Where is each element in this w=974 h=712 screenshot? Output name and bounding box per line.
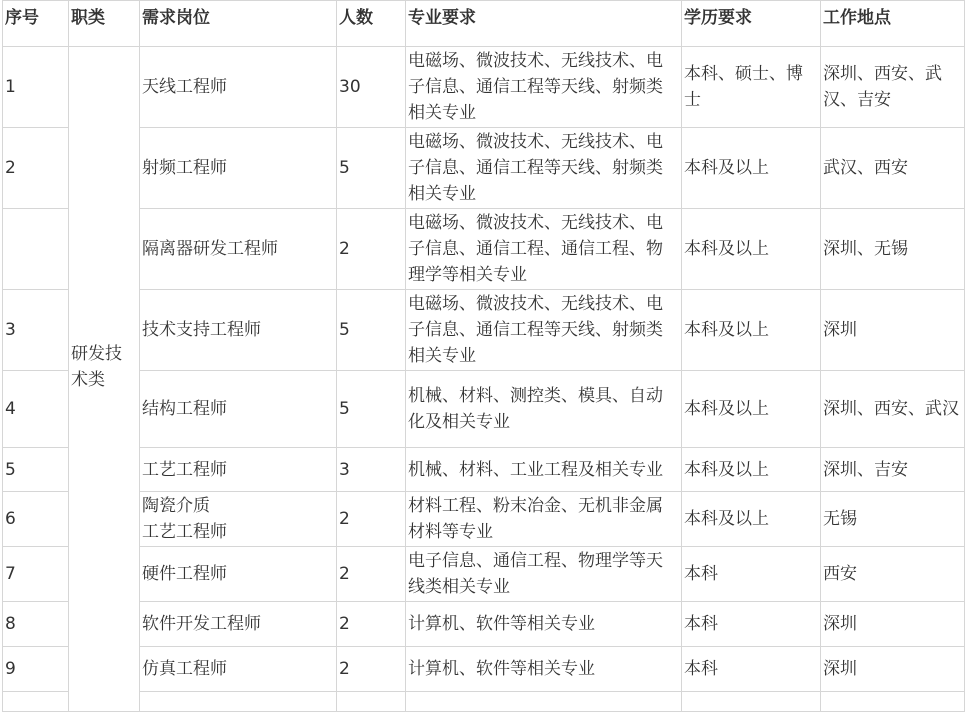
row-degree: 本科及以上 — [682, 448, 821, 492]
row-count: 2 — [337, 492, 406, 547]
row-degree: 本科 — [682, 547, 821, 602]
header-category: 职类 — [69, 1, 140, 47]
row-position: 软件开发工程师 — [140, 602, 337, 647]
row-location: 西安 — [821, 547, 965, 602]
row-major: 材料工程、粉末冶金、无机非金属材料等专业 — [406, 492, 682, 547]
row-position: 结构工程师 — [140, 371, 337, 448]
table-row — [3, 492, 965, 547]
row-degree: 本科及以上 — [682, 290, 821, 371]
header-no: 序号 — [3, 1, 69, 47]
row-position: 工艺工程师 — [140, 448, 337, 492]
row-major: 电子信息、通信工程、物理学等天线类相关专业 — [406, 547, 682, 602]
row-degree: 本科 — [682, 647, 821, 692]
row-no: 2 — [3, 128, 69, 209]
row-position: 硬件工程师 — [140, 547, 337, 602]
row-location: 深圳、西安、武汉、吉安 — [821, 47, 965, 128]
row-major: 计算机、软件等相关专业 — [406, 602, 682, 647]
table-row — [3, 448, 965, 492]
row-degree: 本科、硕士、博士 — [682, 47, 821, 128]
row-position: 射频工程师 — [140, 128, 337, 209]
row-major: 电磁场、微波技术、无线技术、电子信息、通信工程等天线、射频类相关专业 — [406, 47, 682, 128]
table-row — [3, 128, 965, 209]
row-no: 4 — [3, 371, 69, 448]
row-location: 深圳 — [821, 647, 965, 692]
row-major: 电磁场、微波技术、无线技术、电子信息、通信工程、通信工程、物理学等相关专业 — [406, 209, 682, 290]
row-location: 深圳、吉安 — [821, 448, 965, 492]
row-location: 深圳、无锡 — [821, 209, 965, 290]
table-row — [3, 547, 965, 602]
header-count: 人数 — [337, 1, 406, 47]
row-position: 技术支持工程师 — [140, 290, 337, 371]
recruitment-table — [2, 0, 965, 712]
row-major: 电磁场、微波技术、无线技术、电子信息、通信工程等天线、射频类相关专业 — [406, 128, 682, 209]
row-location: 武汉、西安 — [821, 128, 965, 209]
row-location: 深圳 — [821, 602, 965, 647]
row-degree: 本科 — [682, 602, 821, 647]
row-count: 2 — [337, 209, 406, 290]
row-count: 2 — [337, 547, 406, 602]
row-position: 天线工程师 — [140, 47, 337, 128]
header-position: 需求岗位 — [140, 1, 337, 47]
row-count: 5 — [337, 371, 406, 448]
row-count: 5 — [337, 128, 406, 209]
row-major: 电磁场、微波技术、无线技术、电子信息、通信工程等天线、射频类相关专业 — [406, 290, 682, 371]
row-major: 机械、材料、工业工程及相关专业 — [406, 448, 682, 492]
row-degree: 本科及以上 — [682, 209, 821, 290]
header-row — [3, 1, 965, 47]
table-row — [3, 647, 965, 692]
row-degree: 本科及以上 — [682, 492, 821, 547]
category-cell: 研发技术类 — [69, 47, 140, 712]
row-no: 3 — [3, 290, 69, 371]
row-count: 2 — [337, 647, 406, 692]
row-no: 7 — [3, 547, 69, 602]
row-location: 深圳、西安、武汉 — [821, 371, 965, 448]
row-location: 无锡 — [821, 492, 965, 547]
row-degree: 本科及以上 — [682, 371, 821, 448]
row-no: 1 — [3, 47, 69, 128]
row-no: 8 — [3, 602, 69, 647]
row-no: 6 — [3, 492, 69, 547]
row-count: 3 — [337, 448, 406, 492]
header-major: 专业要求 — [406, 1, 682, 47]
row-location: 深圳 — [821, 290, 965, 371]
row-no — [3, 209, 69, 290]
table-row — [3, 602, 965, 647]
row-count: 2 — [337, 602, 406, 647]
header-location: 工作地点 — [821, 1, 965, 47]
table-row — [3, 209, 965, 290]
row-count: 30 — [337, 47, 406, 128]
row-no: 9 — [3, 647, 69, 692]
row-position: 仿真工程师 — [140, 647, 337, 692]
row-degree: 本科及以上 — [682, 128, 821, 209]
table-row-partial — [3, 692, 965, 712]
table-row — [3, 47, 965, 128]
row-no: 5 — [3, 448, 69, 492]
row-position: 陶瓷介质 工艺工程师 — [140, 492, 337, 547]
row-count: 5 — [337, 290, 406, 371]
row-major: 计算机、软件等相关专业 — [406, 647, 682, 692]
row-major: 机械、材料、测控类、模具、自动化及相关专业 — [406, 371, 682, 448]
table-row — [3, 290, 965, 371]
row-position: 隔离器研发工程师 — [140, 209, 337, 290]
header-degree: 学历要求 — [682, 1, 821, 47]
table-row — [3, 371, 965, 448]
